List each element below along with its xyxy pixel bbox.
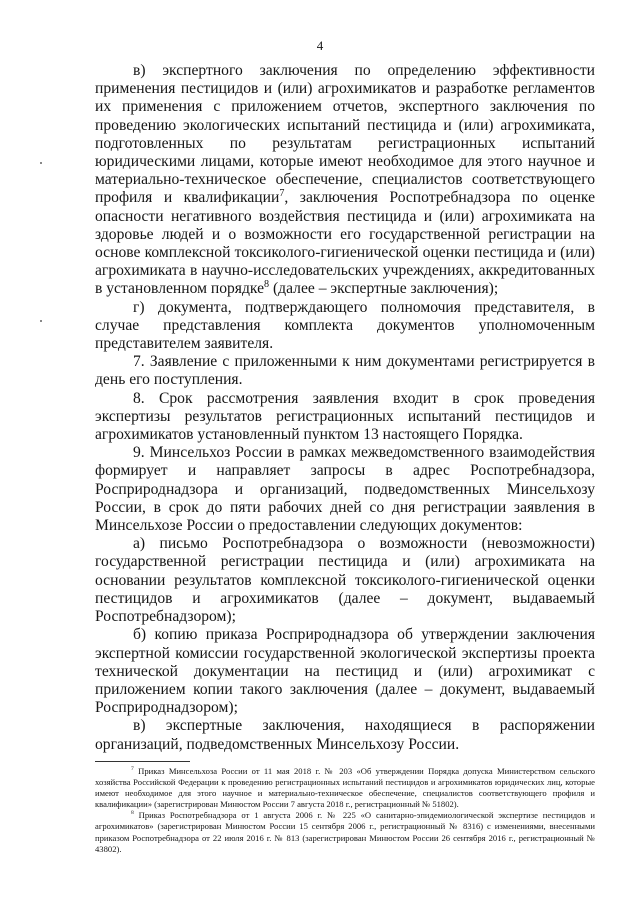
paragraph-9a: а) письмо Роспотребнадзора о возможности (невозможности) государственной регистрации пестицида и (или) агрохимиката на основании результатов комплексной токсиколого-гигиенической оценки пестицидов и агрохимикатов (далее – документ, выдаваемый Роспотребнадзором); bbox=[95, 535, 595, 626]
footnote-ref-8: 8 bbox=[264, 279, 270, 291]
paragraph-9b: б) копию приказа Росприроднадзора об утверждении заключения экспертной комиссии государственной экологической экспертизы проекта технической документации на пестицид и (или) агрохимикат с приложением копии такого заключения (далее – документ, выдаваемый Росприроднадзором); bbox=[95, 626, 595, 717]
paragraph-g-representative: г) документа, подтверждающего полномочия представителя, в случае представления комплекта документов уполномоченным представителем заявителя. bbox=[95, 298, 595, 353]
footnotes bbox=[95, 766, 595, 855]
paragraph-8: 8. Срок рассмотрения заявления входит в срок проведения экспертизы результатов регистрационных испытаний пестицидов и агрохимикатов установленный пунктом 13 настоящего Порядка. bbox=[95, 389, 595, 444]
paragraph-v-expert-conclusion: в) экспертного заключения по определению эффективности применения пестицидов и (или) агрохимикатов и разработке регламентов их применения с приложением отчетов, экспертного заключения по проведению экологических испытаний пестицида и (или) агрохимиката, подготовленных по результатам регистрационных испытаний юридическими лицами, которые имеют необходимое для этого научное и материально-техническое обеспечение, специалистов соответствующего профиля и квалификации$^7$, заключения Роспотребнадзора по оценке опасности негативного воздействия пестицида и (или) агрохимиката на здоровье людей и о возможности его государственной регистрации на основе комплексной токсиколого-гигиенической оценки пестицида и (или) агрохимиката в научно-исследовательских учреждениях, аккредитованных в установленном порядке$^8$ (далее – экспертные заключения); bbox=[95, 62, 596, 298]
paragraph-9v: в) экспертные заключения, находящиеся в распоряжении организаций, подведомственных Минсельхозу России. bbox=[95, 717, 595, 753]
scan-speck bbox=[40, 162, 42, 164]
scan-speck bbox=[40, 320, 42, 322]
document-body bbox=[95, 62, 595, 754]
footnote-7: $^7$ Приказ Минсельхоза России от 11 мая 2018 г. № 203 «Об утверждении Порядка допуска Министерством сельского хозяйства Российской Федерации к проведению регистрационных испытаний пестицидов и агрохимикатов юридических лиц, которые имеют необходимое для этого научное и материально-техническое обеспечение, специалистов соответствующего профиля и квалификации» (зарегистрирован Минюстом России 7 августа 2018 г., регистрационный № 51802). bbox=[95, 766, 595, 810]
page-number: 4 bbox=[316, 38, 324, 53]
footnote-ref-7: 7 bbox=[279, 188, 285, 200]
paragraph-9: 9. Минсельхоз России в рамках межведомственного взаимодействия формирует и направляет запросы в адрес Роспотребнадзора, Росприроднадзора и организаций, подведомственных Минсельхозу России, в срок до пяти рабочих дней со дня регистрации заявления в Минсельхозе России о предоставлении следующих документов: bbox=[95, 444, 595, 535]
paragraph-7: 7. Заявление с приложенными к ним документами регистрируется в день его поступления. bbox=[95, 353, 595, 389]
footnote-8: $^8$ Приказ Роспотребнадзора от 1 августа 2006 г. № 225 «О санитарно-эпидемиологической экспертизе пестицидов и агрохимикатов» (зарегистрирован Минюстом России 15 сентября 2006 г., регистрационный № 8316) с изменениями, внесенными приказом Роспотребнадзора от 22 июля 2016 г. № 813 (зарегистрирован Минюстом России 26 сентября 2016 г., регистрационный № 43802). bbox=[95, 810, 595, 854]
footnote-separator bbox=[95, 761, 190, 762]
